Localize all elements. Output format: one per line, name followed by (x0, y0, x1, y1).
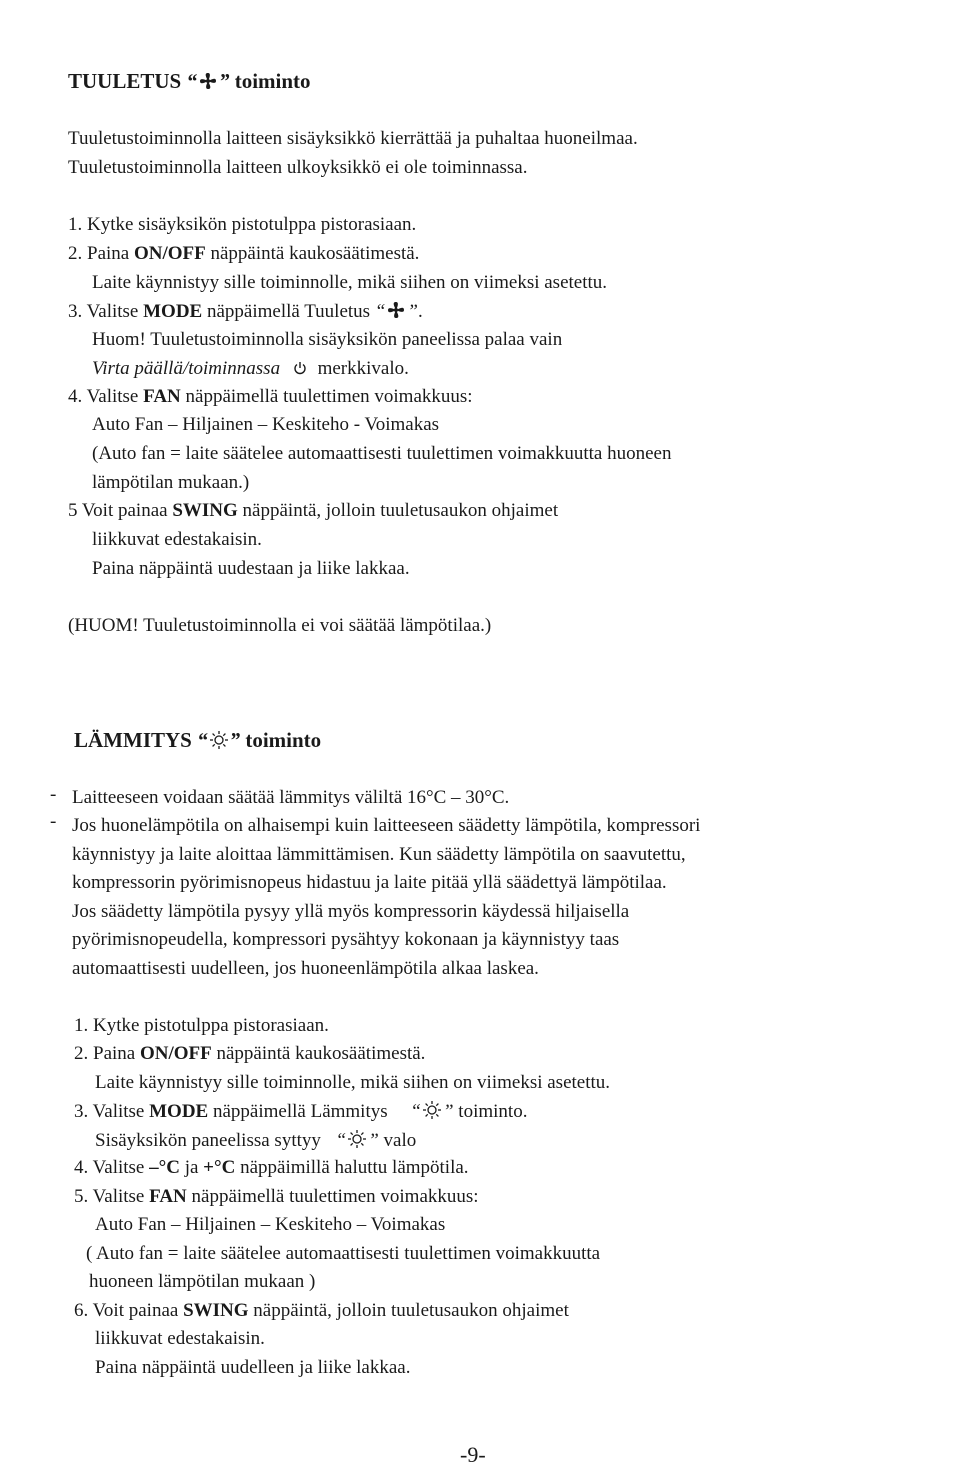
heat-bullet-1: Laitteeseen voidaan säätää lämmitys väliltä 16°C – 30°C. (72, 787, 510, 808)
heat-step-6: 6. Voit painaa SWING näppäintä, jolloin tuuletusaukon ohjaimet (74, 1300, 569, 1321)
fan-virta-line: Virta päällä/toiminnassa merkkivalo. (92, 358, 409, 379)
heat-step-1: 1. Kytke pistotulppa pistorasiaan. (74, 1015, 329, 1036)
heat-bullet-dash-2: - (50, 811, 57, 832)
fan-step-1: 1. Kytke sisäyksikön pistotulppa pistorasiaan. (68, 214, 417, 235)
heat-step-6-stop: Paina näppäintä uudelleen ja liike lakkaa. (95, 1357, 411, 1378)
heat-step-2: 2. Paina ON/OFF näppäintä kaukosäätimestä. (74, 1043, 426, 1064)
heat-step-5: 5. Valitse FAN näppäimellä tuulettimen voimakkuus: (74, 1186, 479, 1207)
heat-bullet-2-line-1: Jos huonelämpötila on alhaisempi kuin laitteeseen säädetty lämpötila, kompressori (72, 815, 701, 836)
fan-step-5-stop: Paina näppäintä uudestaan ja liike lakkaa. (92, 558, 410, 579)
fan-step-2: 2. Paina ON/OFF näppäintä kaukosäätimestä. (68, 243, 420, 264)
heat-step-5-options: Auto Fan – Hiljainen – Keskiteho – Voimakas (95, 1214, 446, 1235)
heat-section-title: LÄMMITYS “ ” toiminto (74, 728, 322, 752)
heat-step-5-note-1: ( Auto fan = laite säätelee automaattisesti tuulettimen voimakkuutta (86, 1243, 601, 1264)
fan-intro-line-2: Tuuletustoiminnolla laitteen ulkoyksikkö ei ole toiminnassa. (68, 157, 528, 178)
fan-step-5: 5 Voit painaa SWING näppäintä, jolloin tuuletusaukon ohjaimet (68, 500, 559, 521)
fan-step-4: 4. Valitse FAN näppäimellä tuulettimen voimakkuus: (68, 386, 473, 407)
fan-intro-line-1: Tuuletustoiminnolla laitteen sisäyksikkö kierrättää ja puhaltaa huoneilmaa. (68, 128, 638, 149)
page-number: -9- (460, 1442, 486, 1467)
fan-step-3: 3. Valitse MODE näppäimellä Tuuletus “ ”. (68, 301, 423, 322)
heat-step-3-panel: Sisäyksikön paneelissa syttyy “ ” valo (95, 1130, 417, 1151)
sun-icon (421, 1100, 443, 1120)
fan-section-title: TUULETUS “ ” toiminto (68, 69, 311, 93)
fan-huom-line: Huom! Tuuletustoiminnolla sisäyksikön paneelissa palaa vain (92, 329, 563, 350)
heat-step-3: 3. Valitse MODE näppäimellä Lämmitys “ ” toiminto. (74, 1101, 528, 1122)
fan-icon (385, 300, 407, 320)
power-icon (291, 360, 309, 376)
heat-step-2-note: Laite käynnistyy sille toiminnolle, mikä siihen on viimeksi asetettu. (95, 1072, 611, 1093)
heat-bullet-2-line-6: automaattisesti uudelleen, jos huoneenlämpötila alkaa laskea. (72, 958, 539, 979)
fan-step-4-options: Auto Fan – Hiljainen – Keskiteho - Voimakas (92, 414, 440, 435)
heat-step-4: 4. Valitse –°C ja +°C näppäimillä haluttu lämpötila. (74, 1157, 469, 1178)
heat-bullet-2-line-5: pyörimisnopeudella, kompressori pysähtyy kokonaan ja käynnistyy taas (72, 929, 620, 950)
fan-icon (197, 71, 219, 91)
fan-step-2-note: Laite käynnistyy sille toiminnolle, mikä siihen on viimeksi asetettu. (92, 272, 608, 293)
heat-bullet-2-line-4: Jos säädetty lämpötila pysyy yllä myös kompressorin käydessä hiljaisella (72, 901, 630, 922)
heat-bullet-dash-1: - (50, 784, 57, 805)
sun-icon (208, 730, 230, 750)
heat-step-6-cont: liikkuvat edestakaisin. (95, 1328, 265, 1349)
sun-icon (346, 1129, 368, 1149)
fan-step-4-note-1: (Auto fan = laite säätelee automaattisesti tuulettimen voimakkuutta huoneen (92, 443, 672, 464)
fan-step-4-note-2: lämpötilan mukaan.) (92, 472, 250, 493)
heat-step-5-note-2: huoneen lämpötilan mukaan ) (89, 1271, 316, 1292)
fan-step-5-cont: liikkuvat edestakaisin. (92, 529, 262, 550)
fan-note: (HUOM! Tuuletustoiminnolla ei voi säätää lämpötilaa.) (68, 615, 492, 636)
heat-bullet-2-line-3: kompressorin pyörimisnopeus hidastuu ja laite pitää yllä säädettyä lämpötilaa. (72, 872, 667, 893)
heat-bullet-2-line-2: käynnistyy ja laite aloittaa lämmittämisen. Kun säädetty lämpötila on saavutettu, (72, 844, 686, 865)
